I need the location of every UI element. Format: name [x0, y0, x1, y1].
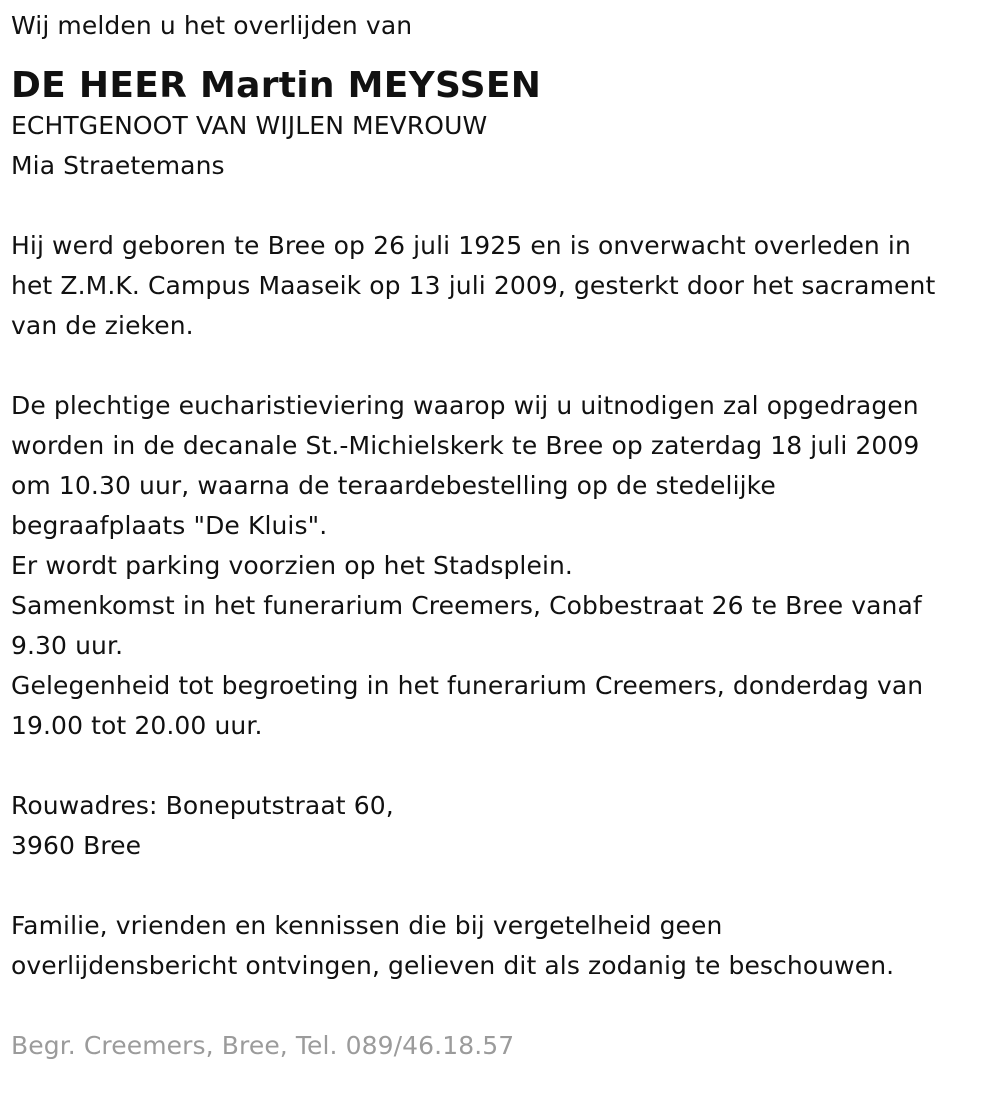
paragraph-line: worden in de decanale St.-Michielskerk te Bree op zaterdag 18 juli 2009: [11, 431, 920, 460]
funeral-home-footer: Begr. Creemers, Bree, Tel. 089/46.18.57: [11, 1031, 515, 1060]
paragraph-line: Samenkomst in het funerarium Creemers, Cobbestraat 26 te Bree vanaf: [11, 591, 922, 620]
paragraph-line: begraafplaats "De Kluis".: [11, 511, 328, 540]
paragraph-line: Gelegenheid tot begroeting in het funerarium Creemers, donderdag van: [11, 671, 924, 700]
paragraph-line: 19.00 tot 20.00 uur.: [11, 711, 263, 740]
address-line: 3960 Bree: [11, 831, 142, 860]
paragraph-line: het Z.M.K. Campus Maaseik op 13 juli 2009, gesterkt door het sacrament: [11, 271, 936, 300]
paragraph-line: De plechtige eucharistieviering waarop wij u uitnodigen zal opgedragen: [11, 391, 919, 420]
spouse-name: Mia Straetemans: [11, 151, 225, 180]
paragraph-line: om 10.30 uur, waarna de teraardebestelling op de stedelijke: [11, 471, 776, 500]
intro-text: Wij melden u het overlijden van: [11, 11, 413, 40]
address-line: Rouwadres: Boneputstraat 60,: [11, 791, 394, 820]
spouse-title: ECHTGENOOT VAN WIJLEN MEVROUW: [11, 111, 488, 140]
paragraph-line: van de zieken.: [11, 311, 194, 340]
paragraph-line: Hij werd geboren te Bree op 26 juli 1925 en is onverwacht overleden in: [11, 231, 911, 260]
death-notice: [11, 6, 991, 1066]
paragraph-line: Familie, vrienden en kennissen die bij vergetelheid geen: [11, 911, 723, 940]
birth-paragraph: [11, 226, 991, 346]
address-block: [11, 786, 991, 866]
ceremony-paragraph: [11, 386, 991, 746]
paragraph-line: 9.30 uur.: [11, 631, 124, 660]
paragraph-line: Er wordt parking voorzien op het Stadsplein.: [11, 551, 573, 580]
family-paragraph: [11, 906, 991, 986]
paragraph-line: overlijdensbericht ontvingen, gelieven dit als zodanig te beschouwen.: [11, 951, 895, 980]
deceased-name: DE HEER Martin MEYSSEN: [11, 65, 542, 106]
